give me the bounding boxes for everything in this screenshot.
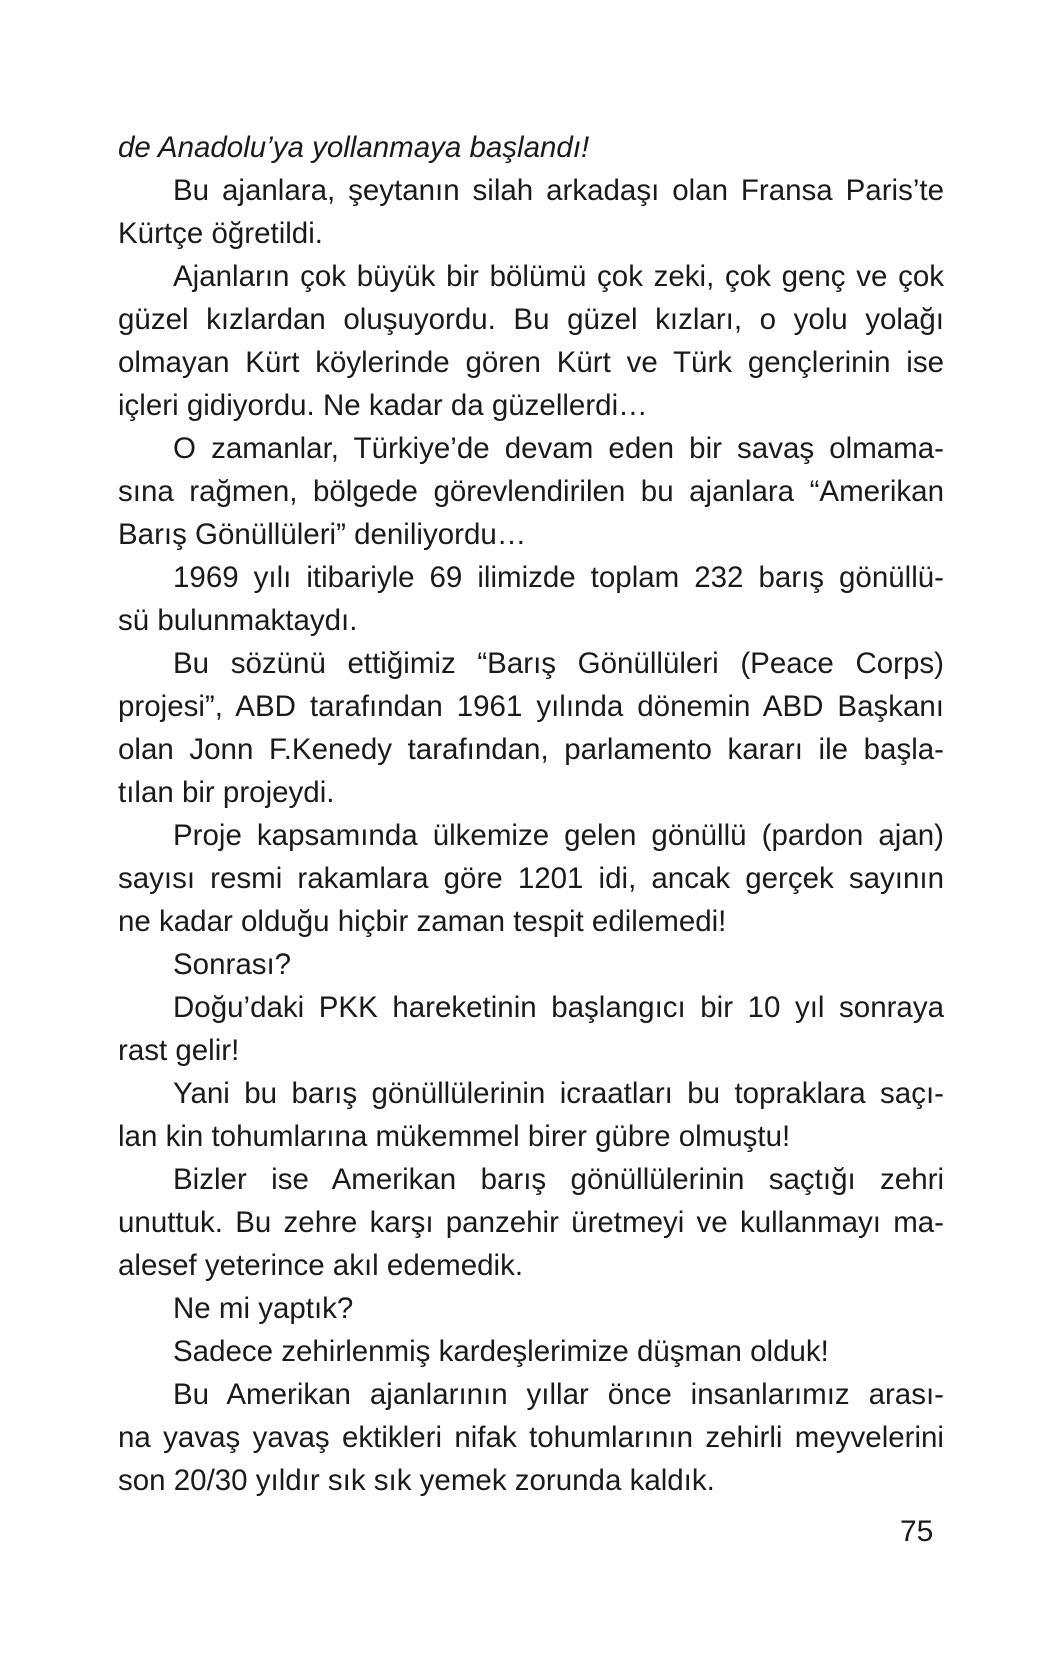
text-line: Bu Amerikan ajanlarının yıllar önce insanlarımız arası- [173,1378,944,1411]
text-line: olmayan Kürt köylerinde gören Kürt ve Türk gençlerinin ise [118,346,944,379]
text-line: ne kadar olduğu hiçbir zaman tespit edilemedi! [118,905,727,938]
text-line: alesef yeterince akıl edemedik. [118,1249,524,1282]
text-line: içleri gidiyordu. Ne kadar da güzellerdi… [118,389,648,422]
text-line: 1969 yılı itibariyle 69 ilimizde toplam 232 barış gönüllü- [173,561,944,594]
text-line: Ne mi yaptık? [173,1292,354,1325]
text-line: rast gelir! [118,1034,240,1067]
text-line: na yavaş yavaş ektikleri nifak tohumlarının zehirli meyvelerini [118,1421,944,1454]
text-line: son 20/30 yıldır sık sık yemek zorunda kaldık. [118,1464,715,1497]
text-line: Doğu’daki PKK hareketinin başlangıcı bir 10 yıl sonraya [173,991,944,1024]
text-line: Sadece zehirlenmiş kardeşlerimize düşman olduk! [173,1335,829,1368]
text-line: unuttuk. Bu zehre karşı panzehir üretmeyi ve kullanmayı ma- [118,1206,944,1239]
page-number: 75 [900,1515,934,1548]
text-line: Sonrası? [173,948,292,981]
text-line: de Anadolu’ya yollanmaya başlandı! [118,131,590,164]
text-line: Yani bu barış gönüllülerinin icraatları bu topraklara saçı- [173,1077,944,1110]
text-line: Bu ajanlara, şeytanın silah arkadaşı olan Fransa Paris’te [173,174,944,207]
text-line: lan kin tohumlarına mükemmel birer gübre olmuştu! [118,1120,791,1153]
text-line: Bu sözünü ettiğimiz “Barış Gönüllüleri (Peace Corps) [173,647,944,680]
text-line: sayısı resmi rakamlara göre 1201 idi, ancak gerçek sayının [118,862,944,895]
text-line: güzel kızlardan oluşuyordu. Bu güzel kızları, o yolu yolağı [118,303,944,336]
book-page-body [118,126,944,1502]
text-line: sına rağmen, bölgede görevlendirilen bu ajanlara “Amerikan [118,475,944,508]
text-line: olan Jonn F.Kenedy tarafından, parlamento kararı ile başla- [118,733,944,766]
text-line: projesi”, ABD tarafından 1961 yılında dönemin ABD Başkanı [118,690,944,723]
text-line: Proje kapsamında ülkemize gelen gönüllü (pardon ajan) [173,819,944,852]
text-line: O zamanlar, Türkiye’de devam eden bir savaş olmama- [173,432,944,465]
text-line: sü bulunmaktaydı. [118,604,358,637]
text-line: Kürtçe öğretildi. [118,217,323,250]
text-line: Bizler ise Amerikan barış gönüllülerinin saçtığı zehri [173,1163,944,1196]
text-line: Ajanların çok büyük bir bölümü çok zeki, çok genç ve çok [173,260,944,293]
text-line: tılan bir projeydi. [118,776,335,809]
text-line: Barış Gönüllüleri” deniliyordu… [118,518,527,551]
